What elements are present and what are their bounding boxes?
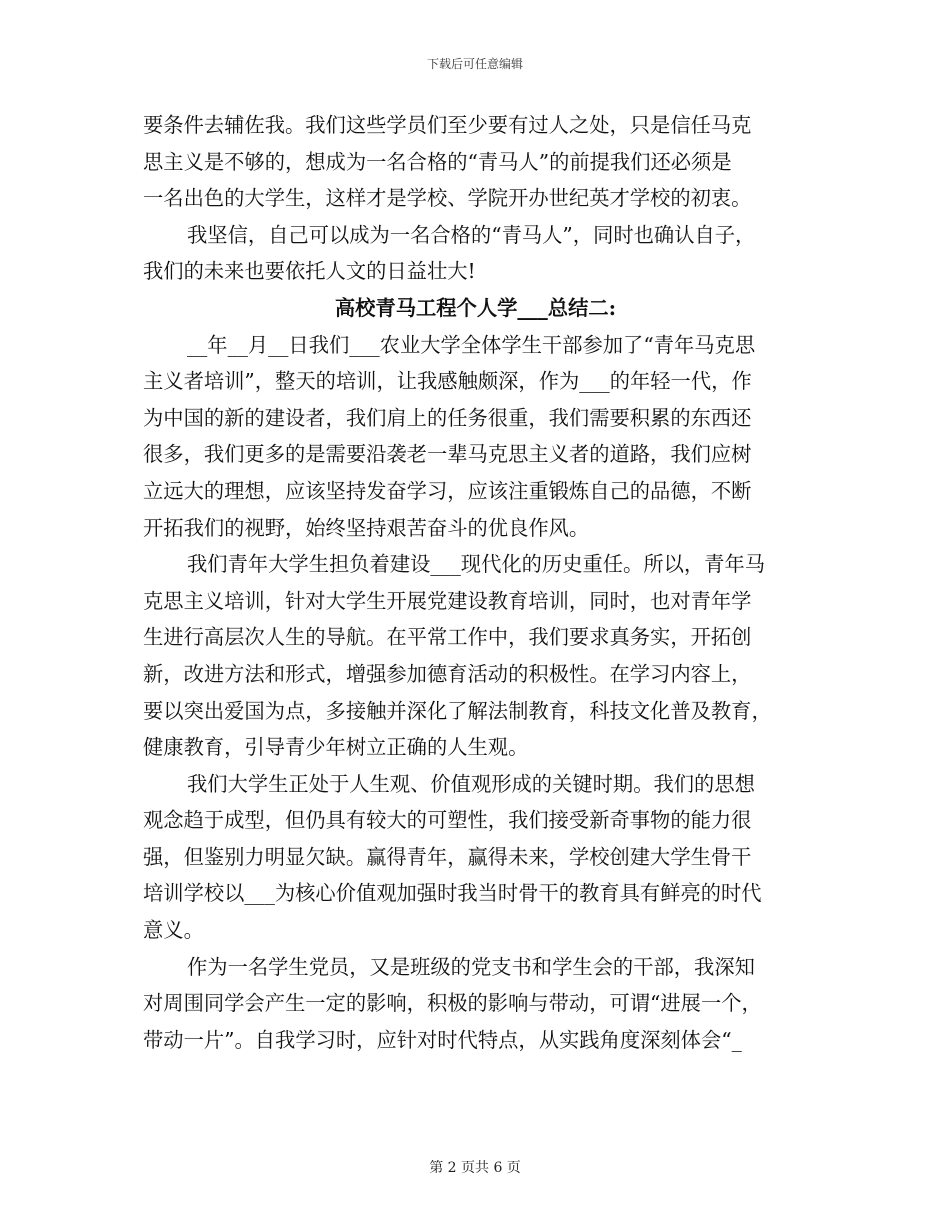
paragraph-line: 健康教育，引导青少年树立正确的人生观。 (143, 735, 529, 760)
document-body (143, 107, 808, 1058)
paragraph-line: 作为一名学生党员，又是班级的党支书和学生会的干部，我深知 (187, 954, 755, 979)
paragraph-line: 克思主义培训，针对大学生开展党建设教育培训，同时，也对青年学 (143, 588, 752, 613)
section-heading: 高校青马工程个人学___总结二: (334, 295, 617, 320)
paragraph-line: 对周围同学会产生一定的影响，积极的影响与带动，可谓“进展一个， (143, 991, 762, 1016)
paragraph-line: 观念趋于成型，但仍具有较大的可塑性，我们接受新奇事物的能力很 (143, 808, 752, 833)
paragraph-line: 意义。 (143, 918, 204, 943)
paragraph-line: 要以突出爱国为点，多接触并深化了解法制教育，科技文化普及教育， (143, 698, 772, 723)
paragraph-line: 带动一片”。自我学习时，应针对时代特点，从实践角度深刻体会“_ (143, 1027, 742, 1052)
paragraph-line: __年__月__日我们___农业大学全体学生干部参加了“青年马克思 (187, 332, 756, 357)
paragraph-line: 我们的未来也要依托人文的日益壮大! (143, 259, 476, 284)
paragraph-line: 一名出色的大学生，这样才是学校、学院开办世纪英才学校的初衷。 (143, 186, 752, 211)
paragraph-line: 很多，我们更多的是需要沿袭老一辈马克思主义者的道路，我们应树 (143, 442, 752, 467)
paragraph-line: 为中国的新的建设者，我们肩上的任务很重，我们需要积累的东西还 (143, 405, 752, 430)
paragraph-line: 新，改进方法和形式，增强参加德育活动的积极性。在学习内容上， (143, 661, 752, 686)
paragraph-line: 我们大学生正处于人生观、价值观形成的关键时期。我们的思想 (187, 771, 755, 796)
paragraph-line: 主义者培训”，整天的培训，让我感触颇深，作为___的年轻一代，作 (143, 369, 752, 394)
paragraph-line: 要条件去辅佐我。我们这些学员们至少要有过人之处，只是信任马克 (143, 113, 752, 137)
page-header: 下载后可任意编辑 (426, 57, 523, 71)
paragraph-line: 立远大的理想，应该坚持发奋学习，应该注重锻炼自己的品德，不断 (143, 478, 752, 503)
paragraph-line: 开拓我们的视野，始终坚持艰苦奋斗的优良作风。 (143, 515, 590, 540)
paragraph-line: 思主义是不够的，想成为一名合格的“青马人”的前提我们还必须是 (143, 149, 732, 174)
paragraph-line: 培训学校以___为核心价值观加强时我当时骨干的教育具有鲜亮的时代 (143, 881, 762, 906)
paragraph-line: 强，但鉴别力明显欠缺。赢得青年，赢得未来，学校创建大学生骨干 (143, 844, 752, 869)
paragraph-line: 我们青年大学生担负着建设___现代化的历史重任。所以，青年马 (187, 552, 766, 577)
paragraph-line: 生进行高层次人生的导航。在平常工作中，我们要求真务实，开拓创 (143, 625, 752, 650)
page-footer: 第 2 页共 6 页 (429, 1160, 521, 1176)
paragraph-line: 我坚信，自己可以成为一名合格的“青马人”，同时也确认自子， (187, 222, 756, 247)
